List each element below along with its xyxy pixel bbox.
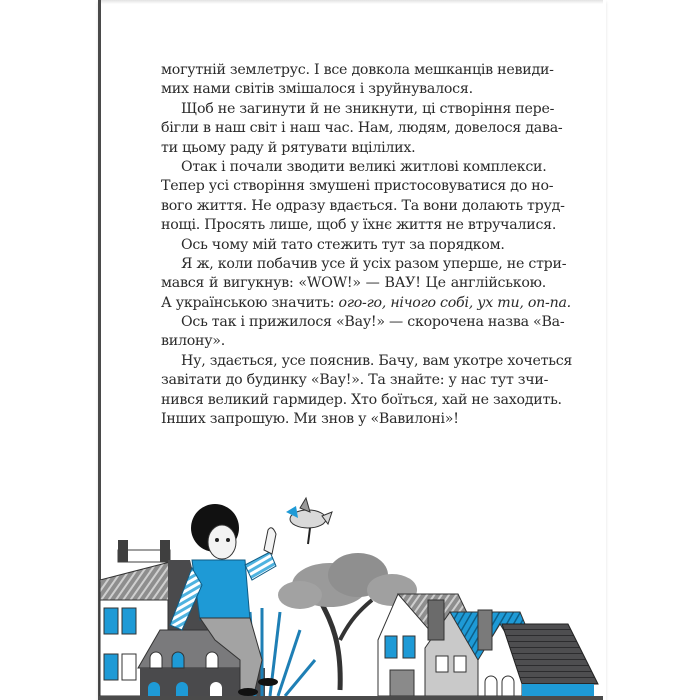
paragraph (161, 313, 565, 352)
text-line: Інших запрошую. Ми знов у «Вавилоні»! (161, 411, 459, 428)
text-line: нощі. Просять лише, щоб у їхнє життя не втручалися. (161, 217, 557, 234)
text-line: нився великий гармидер. Хто боїться, хай не заходить. (161, 391, 562, 408)
paragraph (161, 158, 565, 236)
illustration-ground-line (98, 696, 603, 700)
text-line: Ну, здається, усе пояснив. Бачу, вам укотре хочеться (181, 352, 573, 369)
text-line (161, 294, 571, 313)
text-line: мався й вигукнув: «WOW!» — ВАУ! Це англійською. (161, 275, 546, 292)
right-houses (378, 594, 598, 696)
paragraph (161, 236, 546, 255)
text-line: вилону». (161, 333, 225, 350)
text-line: вого життя. Не одразу вдається. Та вони долають труд- (161, 197, 565, 214)
text-line: Щоб не загинути й не зникнути, ці створіння пере- (181, 100, 555, 117)
text-line: Ось так і прижилося «Вау!» — скорочена назва «Ва- (181, 314, 565, 331)
paragraph (161, 100, 563, 158)
text-line: бігли в наш світ і наш час. Нам, людям, довелося дава- (161, 120, 563, 137)
text-line: Отак і почали зводити великі житлові комплекси. (181, 158, 547, 175)
bird (286, 498, 332, 544)
paragraph (161, 255, 571, 313)
paragraph (161, 61, 554, 100)
text-line: ти цьому раду й рятувати вцілілих. (161, 139, 416, 156)
text-line: Я ж, коли побачив усе й усіх разом уперше, не стри- (181, 255, 567, 272)
text-line: могутній землетрус. І все довкола мешканців невиди- (161, 62, 554, 78)
text-line: Тепер усі створіння змушені пристосовуватися до но- (161, 178, 554, 195)
paragraph (161, 352, 573, 430)
italic-text: ого-го, нічого собі, ух ти, оп-па. (338, 294, 571, 311)
text-line: мих нами світів змішалося і зруйнувалося. (161, 81, 473, 98)
town-illustration (98, 480, 603, 700)
text-run: А українською значить: (161, 294, 339, 311)
text-line: Ось чому мій тато стежить тут за порядком. (181, 236, 505, 253)
page-text (161, 61, 573, 429)
page-top-shadow (101, 0, 603, 4)
text-line: завітати до будинку «Вау!». Та знайте: у нас тут зчи- (161, 372, 549, 389)
